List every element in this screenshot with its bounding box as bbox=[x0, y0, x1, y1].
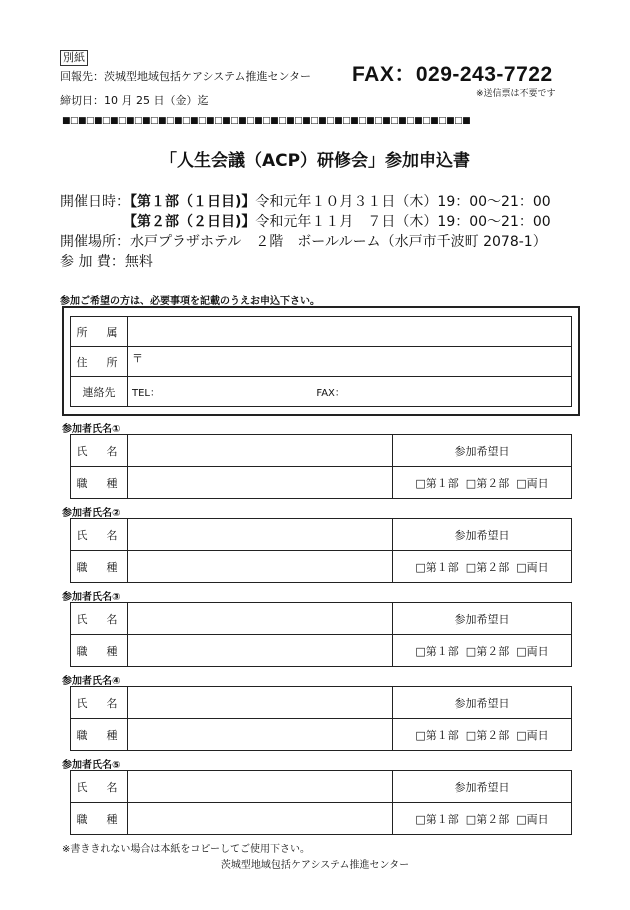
job-label: 職 種 bbox=[71, 551, 128, 583]
option-session2[interactable]: □第２部 bbox=[465, 560, 510, 574]
event-fee: 参 加 費：無料 bbox=[60, 254, 153, 270]
address-label: 住 所 bbox=[71, 347, 128, 377]
option-session2[interactable]: □第２部 bbox=[465, 728, 510, 742]
job-label: 職 種 bbox=[71, 803, 128, 835]
fax-label: FAX： bbox=[316, 388, 345, 399]
event-date-2 bbox=[60, 212, 551, 232]
participant-heading: 参加者氏名① bbox=[62, 424, 121, 435]
event-venue: 開催場所：水戸プラザホテル ２階 ボールルーム（水戸市千波町 2078-1） bbox=[60, 234, 547, 250]
wish-options bbox=[393, 467, 572, 499]
name-label: 氏 名 bbox=[71, 771, 128, 803]
footer-org: 茨城型地域包括ケアシステム推進センター bbox=[220, 860, 410, 871]
option-both[interactable]: □両日 bbox=[516, 476, 549, 490]
session2-tag: 【第２部（２日目)】 bbox=[130, 214, 256, 230]
instruction-text: 参加ご希望の方は、必要事項を記載のうえお申込下さい。 bbox=[60, 296, 320, 307]
affiliation-label: 所 属 bbox=[71, 317, 128, 347]
fax-number: FAX：029-243-7722 bbox=[352, 63, 553, 86]
separator-dots: ■□■□■□■□■□■□■□■□■□■□■□■□■□■□■□■□■□■□■□■□■□■□■□■□■□■ bbox=[62, 116, 471, 126]
participant-table bbox=[70, 518, 572, 583]
name-field[interactable] bbox=[128, 771, 393, 803]
wish-label: 参加希望日 bbox=[393, 435, 572, 467]
job-field[interactable] bbox=[128, 719, 393, 751]
attachment-tag: 別紙 bbox=[60, 50, 88, 66]
job-label: 職 種 bbox=[71, 635, 128, 667]
name-label: 氏 名 bbox=[71, 519, 128, 551]
participant-heading: 参加者氏名② bbox=[62, 508, 121, 519]
option-session2[interactable]: □第２部 bbox=[465, 644, 510, 658]
address-field[interactable] bbox=[128, 347, 572, 377]
option-session2[interactable]: □第２部 bbox=[465, 812, 510, 826]
name-label: 氏 名 bbox=[71, 603, 128, 635]
reply-to: 回報先：茨城型地域包括ケアシステム推進センター bbox=[60, 70, 312, 83]
date-label: 開催日時： bbox=[60, 194, 130, 210]
option-session1[interactable]: □第１部 bbox=[415, 560, 459, 574]
affiliation-field[interactable] bbox=[128, 317, 572, 347]
name-label: 氏 名 bbox=[71, 435, 128, 467]
wish-label: 参加希望日 bbox=[393, 771, 572, 803]
postal-mark: 〒 bbox=[132, 352, 143, 365]
participant-table bbox=[70, 770, 572, 835]
participant-heading: 参加者氏名⑤ bbox=[62, 760, 121, 771]
name-field[interactable] bbox=[128, 435, 393, 467]
org-form bbox=[70, 316, 572, 407]
name-label: 氏 名 bbox=[71, 687, 128, 719]
wish-options bbox=[393, 635, 572, 667]
session1-tag: 【第１部（１日目)】 bbox=[130, 194, 256, 210]
participant-table bbox=[70, 434, 572, 499]
option-session2[interactable]: □第２部 bbox=[465, 476, 510, 490]
option-session1[interactable]: □第１部 bbox=[415, 812, 459, 826]
contact-field[interactable] bbox=[128, 377, 572, 407]
option-session1[interactable]: □第１部 bbox=[415, 476, 459, 490]
job-field[interactable] bbox=[128, 803, 393, 835]
session2-text: 令和元年１１月 ７日（木）19：00～21：00 bbox=[255, 214, 551, 230]
cover-note: ※送信票は不要です bbox=[476, 89, 556, 99]
name-field[interactable] bbox=[128, 603, 393, 635]
option-both[interactable]: □両日 bbox=[516, 728, 549, 742]
wish-label: 参加希望日 bbox=[393, 687, 572, 719]
participant-table bbox=[70, 602, 572, 667]
session1-text: 令和元年１０月３１日（木）19：00～21：00 bbox=[255, 194, 551, 210]
participant-heading: 参加者氏名③ bbox=[62, 592, 121, 603]
option-both[interactable]: □両日 bbox=[516, 560, 549, 574]
participant-heading: 参加者氏名④ bbox=[62, 676, 121, 687]
job-field[interactable] bbox=[128, 551, 393, 583]
wish-options bbox=[393, 719, 572, 751]
job-label: 職 種 bbox=[71, 467, 128, 499]
page-title: 「人生会議（ACP）研修会」参加申込書 bbox=[159, 151, 471, 171]
option-session1[interactable]: □第１部 bbox=[415, 644, 459, 658]
wish-options bbox=[393, 551, 572, 583]
job-field[interactable] bbox=[128, 635, 393, 667]
option-both[interactable]: □両日 bbox=[516, 812, 549, 826]
option-both[interactable]: □両日 bbox=[516, 644, 549, 658]
job-label: 職 種 bbox=[71, 719, 128, 751]
wish-label: 参加希望日 bbox=[393, 603, 572, 635]
wish-label: 参加希望日 bbox=[393, 519, 572, 551]
participant-table bbox=[70, 686, 572, 751]
option-session1[interactable]: □第１部 bbox=[415, 728, 459, 742]
contact-label: 連絡先 bbox=[71, 377, 128, 407]
wish-options bbox=[393, 803, 572, 835]
event-date-1 bbox=[60, 192, 551, 212]
job-field[interactable] bbox=[128, 467, 393, 499]
name-field[interactable] bbox=[128, 519, 393, 551]
tel-label: TEL： bbox=[132, 388, 160, 399]
deadline: 締切日：10 月 25 日（金）迄 bbox=[60, 94, 209, 107]
name-field[interactable] bbox=[128, 687, 393, 719]
footer-note: ※書ききれない場合は本紙をコピーしてご使用下さい。 bbox=[62, 844, 310, 855]
